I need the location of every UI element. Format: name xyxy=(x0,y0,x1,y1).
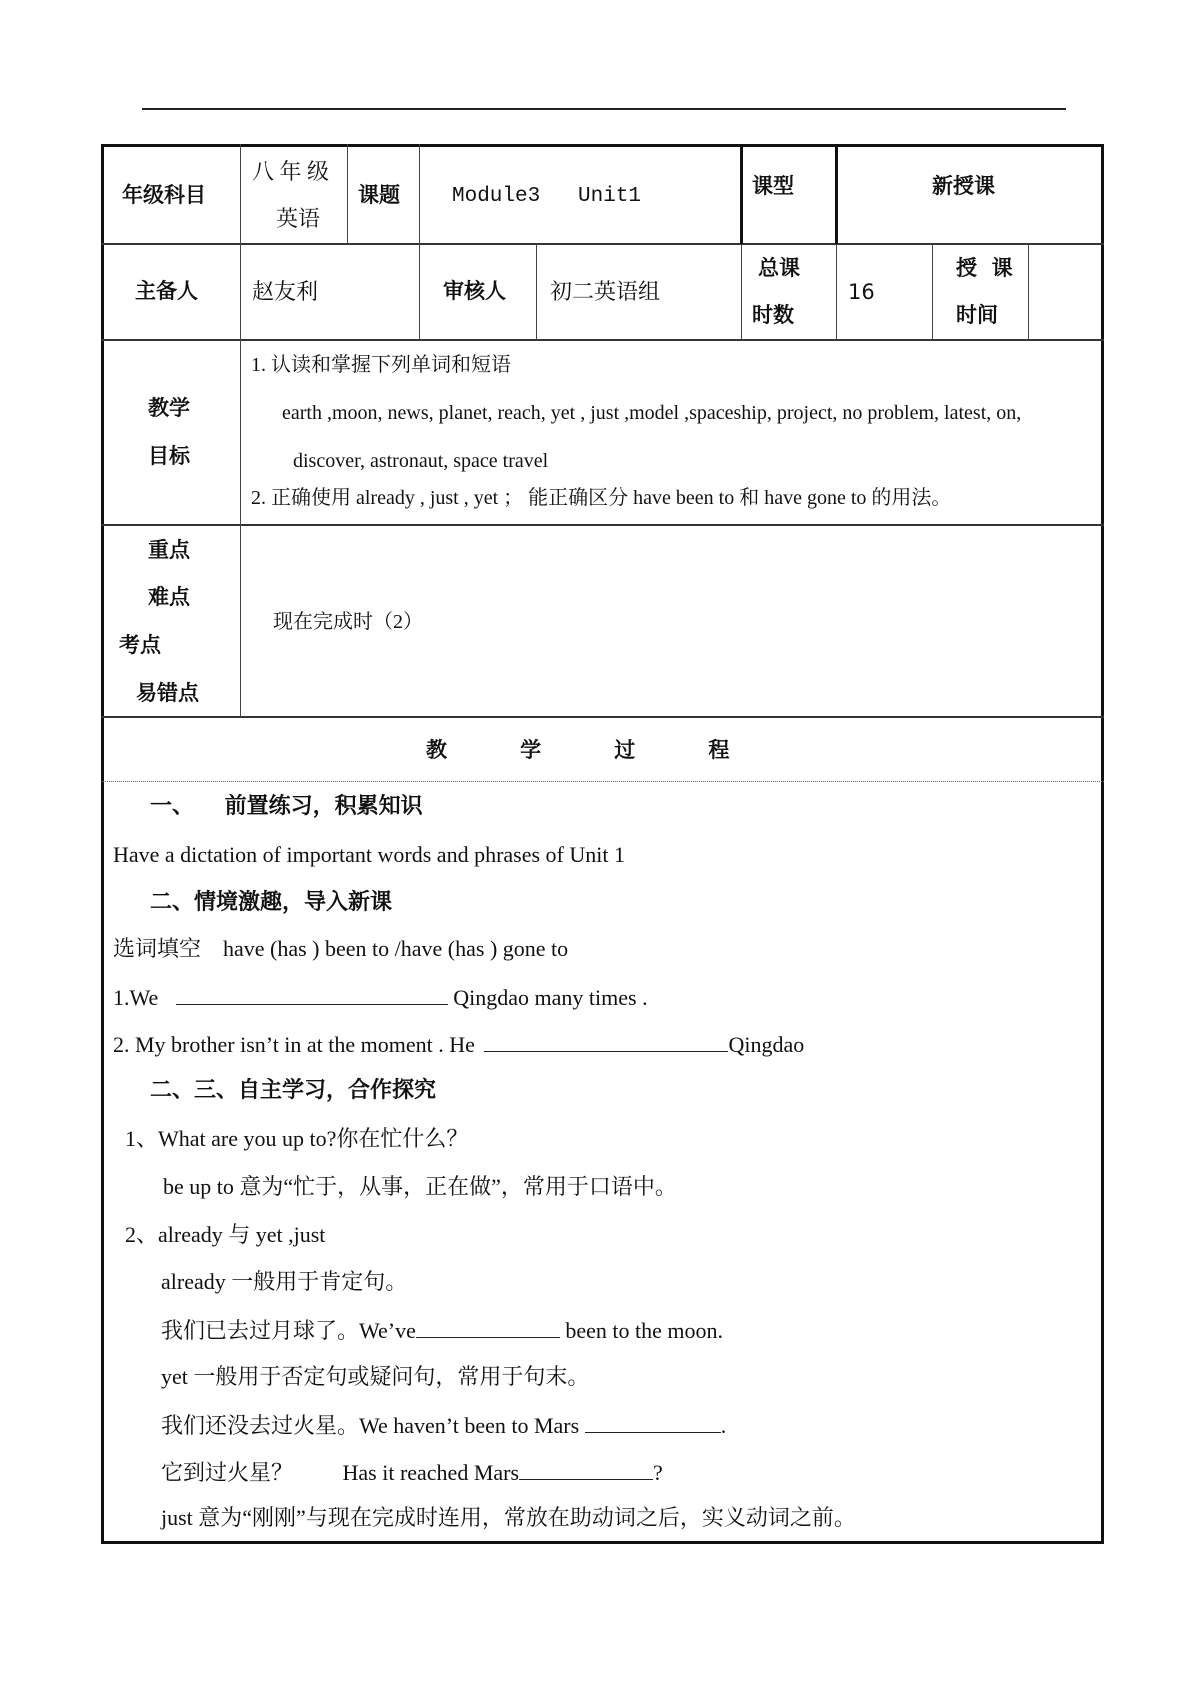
point-2-just: just 意为“刚刚”与现在完成时连用，常放在助动词之后，实义动词之前。 xyxy=(161,1505,856,1530)
example-2 xyxy=(161,1414,726,1437)
col-divider xyxy=(419,244,420,340)
lesson-type-value: 新授课 xyxy=(932,174,995,198)
col-divider xyxy=(836,244,837,340)
key-points-label: 重点 xyxy=(148,538,190,562)
col-divider xyxy=(1028,244,1029,340)
process-title: 教 学 过 程 xyxy=(426,738,730,762)
point-2-already: already 一般用于肯定句。 xyxy=(161,1269,408,1294)
total-hours-label-2: 时数 xyxy=(752,303,794,327)
point-1-note: be up to 意为“忙于，从事，正在做”，常用于口语中。 xyxy=(163,1174,677,1199)
question-2-end: Qingdao xyxy=(728,1032,805,1057)
objectives-line-2: earth ,moon, news, planet, reach, yet , just ,model ,spaceship, project, no problem, latest, on, xyxy=(282,402,1022,424)
section-3-title: 二、三、自主学习，合作探究 xyxy=(150,1078,437,1103)
col-divider xyxy=(932,244,933,340)
total-hours-value: 16 xyxy=(848,280,875,304)
row-divider xyxy=(101,339,1104,341)
col-divider xyxy=(419,144,420,244)
section-1-text: Have a dictation of important words and phrases of Unit 1 xyxy=(113,842,625,867)
point-2-yet: yet 一般用于否定句或疑问句，常用于句末。 xyxy=(161,1364,590,1389)
section-2-instruction: 选词填空 have (has ) been to /have (has ) gone to xyxy=(113,936,569,961)
reviewer-value: 初二英语组 xyxy=(550,279,661,304)
grade-value-line2: 英语 xyxy=(276,206,321,231)
grade-value-line1: 八 年 级 xyxy=(252,159,330,184)
lesson-type-label: 课型 xyxy=(752,174,794,198)
question-1-start: 1.We xyxy=(113,985,164,1010)
reviewer-label: 审核人 xyxy=(443,279,506,303)
topic-label: 课题 xyxy=(358,183,400,207)
objectives-line-4: 2. 正确使用 already , just , yet ； 能正确区分 have been to 和 have gone to 的用法。 xyxy=(251,487,952,509)
objectives-label: 教学 xyxy=(148,396,190,420)
objectives-line-3: discover, astronaut, space travel xyxy=(293,450,549,472)
row-divider xyxy=(101,243,1104,245)
answer-blank[interactable] xyxy=(585,1414,721,1433)
answer-blank[interactable] xyxy=(176,986,448,1005)
example-1 xyxy=(161,1319,723,1342)
objectives-line-1: 1. 认读和掌握下列单词和短语 xyxy=(251,354,511,376)
section-1-title: 一、 前置练习，积累知识 xyxy=(150,794,423,819)
example-3 xyxy=(161,1461,663,1484)
point-1: 1、What are you up to?你在忙什么？ xyxy=(125,1126,469,1151)
key-points-value: 现在完成时（2） xyxy=(273,611,423,633)
example-3-start: 它到过火星？ Has it reached Mars xyxy=(161,1460,520,1485)
col-divider xyxy=(835,144,838,244)
example-2-end: . xyxy=(720,1413,727,1438)
error-prone-label: 易错点 xyxy=(136,681,199,705)
col-divider xyxy=(740,144,743,244)
col-divider xyxy=(741,244,742,340)
answer-blank[interactable] xyxy=(416,1319,560,1338)
answer-blank[interactable] xyxy=(519,1461,653,1480)
header-rule xyxy=(142,108,1066,110)
col-divider xyxy=(347,144,348,244)
col-divider xyxy=(240,340,241,717)
col-divider xyxy=(240,244,241,340)
col-divider xyxy=(536,244,537,340)
teach-time-label-2: 时间 xyxy=(956,303,998,327)
col-divider xyxy=(240,144,241,244)
teach-time-label: 授 课 xyxy=(956,256,1013,280)
question-1 xyxy=(113,986,648,1009)
difficulty-label: 难点 xyxy=(148,585,190,609)
exam-points-label: 考点 xyxy=(119,633,161,657)
example-1-end: been to the moon. xyxy=(559,1318,723,1343)
row-divider xyxy=(101,524,1104,526)
preparer-label: 主备人 xyxy=(135,279,198,303)
example-3-end: ? xyxy=(653,1460,663,1485)
total-hours-label: 总课 xyxy=(758,256,800,280)
answer-blank[interactable] xyxy=(484,1033,728,1052)
question-2 xyxy=(113,1033,804,1056)
question-1-end: Qingdao many times . xyxy=(447,985,648,1010)
objectives-label-2: 目标 xyxy=(148,444,190,468)
preparer-value: 赵友利 xyxy=(252,279,319,304)
section-2-title: 二、情境激趣，导入新课 xyxy=(150,890,393,915)
topic-value: Module3 Unit1 xyxy=(452,185,642,208)
point-2: 2、already 与 yet ,just xyxy=(125,1222,326,1247)
row-divider xyxy=(101,781,1104,782)
question-2-start: 2. My brother isn’t in at the moment . He xyxy=(113,1032,481,1057)
grade-subject-label: 年级科目 xyxy=(122,183,206,207)
row-divider xyxy=(101,716,1104,718)
example-2-start: 我们还没去过火星。We haven’t been to Mars xyxy=(161,1413,585,1438)
example-1-start: 我们已去过月球了。We’ve xyxy=(161,1318,416,1343)
